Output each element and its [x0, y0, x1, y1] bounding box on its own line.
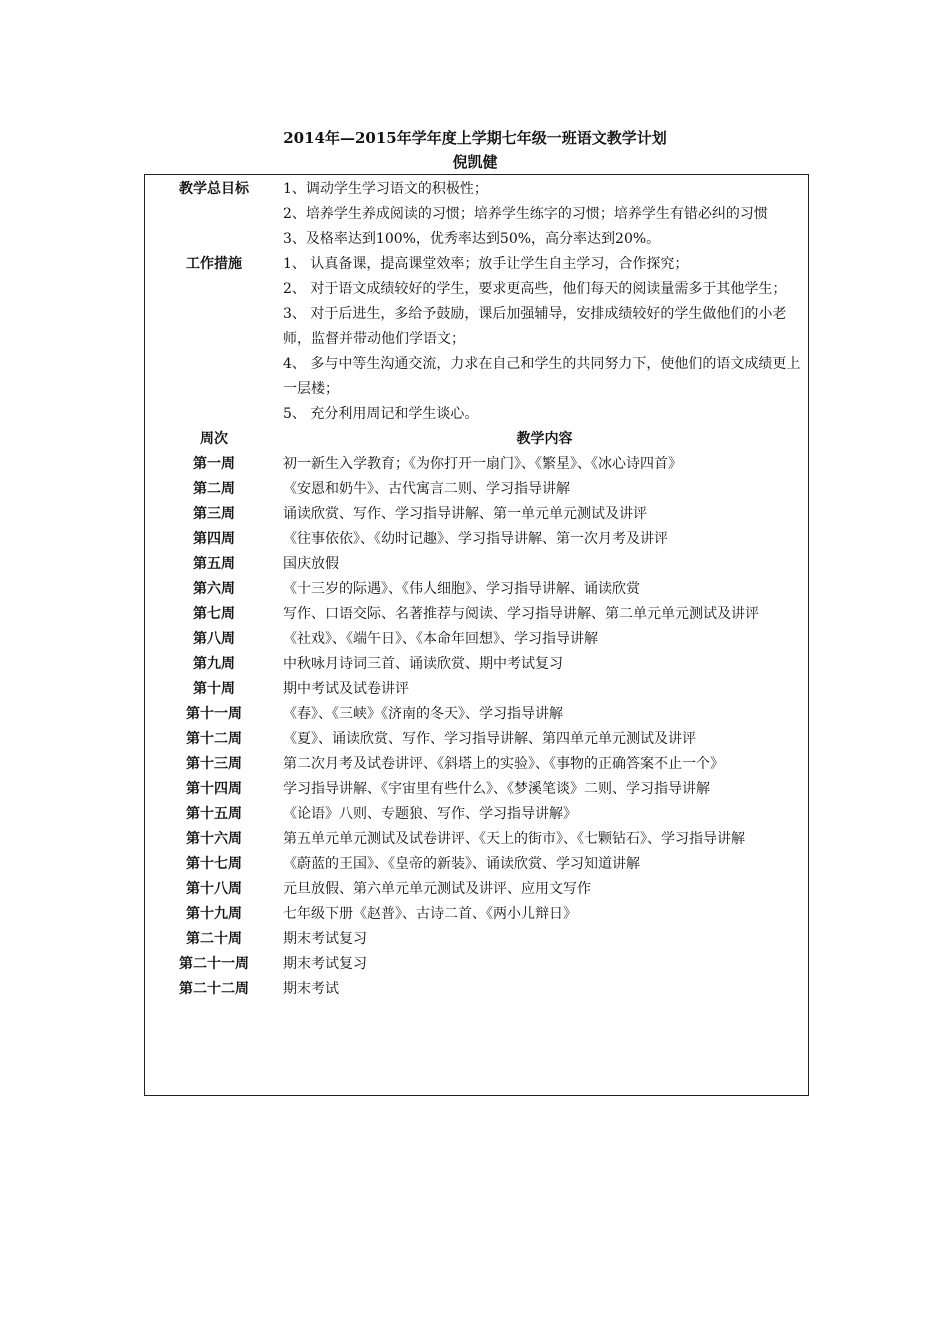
goals-content [283, 177, 810, 252]
week-column-header: 周次 [200, 431, 228, 447]
schedule-row [145, 827, 808, 852]
schedule-row [145, 652, 808, 677]
schedule-row [145, 777, 808, 802]
measure-item: 2、 对于语文成绩较好的学生，要求更高些，他们每天的阅读量需多于其他学生； [283, 281, 787, 297]
author-name: 倪凯健 [452, 153, 498, 171]
week-content: 诵读欣赏、写作、学习指导讲解、第一单元单元测试及讲评 [283, 506, 647, 522]
week-label: 第十六周 [186, 831, 242, 847]
schedule-row [145, 802, 808, 827]
week-label: 第二周 [193, 481, 235, 497]
week-content: 《安恩和奶牛》、古代寓言二则、学习指导讲解 [283, 481, 570, 497]
week-content: 初一新生入学教育；《为你打开一扇门》、《繁星》、《冰心诗四首》 [283, 456, 682, 472]
schedule-row [145, 452, 808, 477]
week-content: 期末考试复习 [283, 956, 367, 972]
schedule-header-row [145, 427, 808, 452]
goal-item: 1、调动学生学习语文的积极性； [283, 181, 488, 197]
schedule-row [145, 552, 808, 577]
week-content: 《蔚蓝的王国》、《皇帝的新装》、诵读欣赏、学习知道讲解 [283, 856, 640, 872]
schedule-row [145, 627, 808, 652]
document-title: 2014年—2015年学年度上学期七年级一班语文教学计划 [283, 129, 667, 147]
measures-section [145, 252, 808, 427]
schedule-row [145, 577, 808, 602]
schedule-row [145, 527, 808, 552]
week-label: 第十一周 [186, 706, 242, 722]
week-content: 《论语》八则、专题狼、写作、学习指导讲解》 [283, 806, 577, 822]
content-column-header: 教学内容 [516, 431, 573, 447]
schedule-row [145, 902, 808, 927]
week-content: 期末考试 [283, 981, 339, 997]
week-content: 写作、口语交际、名著推荐与阅读、学习指导讲解、第二单元单元测试及讲评 [283, 606, 759, 622]
goals-section [145, 177, 808, 252]
measure-item: 5、 充分利用周记和学生谈心。 [283, 406, 479, 422]
week-content: 第二次月考及试卷讲评、《斜塔上的实验》、《事物的正确答案不止一个》 [283, 756, 724, 772]
schedule-row [145, 977, 808, 1002]
week-label: 第三周 [193, 506, 235, 522]
week-label: 第十四周 [186, 781, 242, 797]
goal-item: 2、培养学生养成阅读的习惯；培养学生练字的习惯；培养学生有错必纠的习惯 [283, 206, 768, 222]
measure-item: 3、 对于后进生，多给予鼓励，课后加强辅导，安排成绩较好的学生做他们的小老师，监督并带动他们学语文； [283, 306, 787, 347]
plan-table [144, 174, 809, 1096]
schedule-row [145, 927, 808, 952]
schedule-rows [145, 452, 808, 1002]
measure-item: 4、 多与中等生沟通交流，力求在自己和学生的共同努力下，使他们的语文成绩更上一层楼； [283, 356, 801, 397]
week-content: 中秋咏月诗词三首、诵读欣赏、期中考试复习 [283, 656, 563, 672]
schedule-row [145, 502, 808, 527]
schedule-row [145, 702, 808, 727]
week-content: 期末考试复习 [283, 931, 367, 947]
week-label: 第六周 [193, 581, 235, 597]
week-label: 第十五周 [186, 806, 242, 822]
schedule-row [145, 877, 808, 902]
schedule-row [145, 752, 808, 777]
goals-label: 教学总目标 [179, 181, 249, 197]
week-content: 七年级下册《赵普》、古诗二首、《两小儿辩日》 [283, 906, 577, 922]
week-label: 第十三周 [186, 756, 242, 772]
week-label: 第七周 [193, 606, 235, 622]
week-content: 国庆放假 [283, 556, 339, 572]
schedule-row [145, 952, 808, 977]
week-label: 第十二周 [186, 731, 242, 747]
week-content: 《夏》、诵读欣赏、写作、学习指导讲解、第四单元单元测试及讲评 [283, 731, 696, 747]
week-label: 第二十二周 [179, 981, 249, 997]
week-label: 第十七周 [186, 856, 242, 872]
week-label: 第八周 [193, 631, 235, 647]
week-label: 第十八周 [186, 881, 242, 897]
schedule-row [145, 477, 808, 502]
week-content: 《社戏》、《端午日》、《本命年回想》、学习指导讲解 [283, 631, 598, 647]
week-label: 第二十周 [186, 931, 242, 947]
week-label: 第五周 [193, 556, 235, 572]
week-content: 第五单元单元测试及试卷讲评、《天上的街市》、《七颗钻石》、学习指导讲解 [283, 831, 745, 847]
week-label: 第十周 [193, 681, 235, 697]
week-content: 《十三岁的际遇》、《伟人细胞》、学习指导讲解、诵读欣赏 [283, 581, 640, 597]
week-content: 《春》、《三峡》《济南的冬天》、学习指导讲解 [283, 706, 563, 722]
week-content: 元旦放假、第六单元单元测试及讲评、应用文写作 [283, 881, 591, 897]
measures-label: 工作措施 [186, 256, 242, 272]
week-label: 第一周 [193, 456, 235, 472]
week-label: 第十九周 [186, 906, 242, 922]
schedule-row [145, 602, 808, 627]
week-content: 《往事依依》、《幼时记趣》、学习指导讲解、第一次月考及讲评 [283, 531, 668, 547]
schedule-row [145, 727, 808, 752]
goal-item: 3、及格率达到100%，优秀率达到50%，高分率达到20%。 [283, 231, 661, 247]
week-label: 第九周 [193, 656, 235, 672]
week-content: 学习指导讲解、《宇宙里有些什么》、《梦溪笔谈》二则、学习指导讲解 [283, 781, 710, 797]
measures-content [283, 252, 810, 427]
week-label: 第二十一周 [179, 956, 249, 972]
measure-item: 1、 认真备课，提高课堂效率；放手让学生自主学习，合作探究； [283, 256, 689, 272]
week-content: 期中考试及试卷讲评 [283, 681, 409, 697]
schedule-row [145, 852, 808, 877]
week-label: 第四周 [193, 531, 235, 547]
schedule-row [145, 677, 808, 702]
